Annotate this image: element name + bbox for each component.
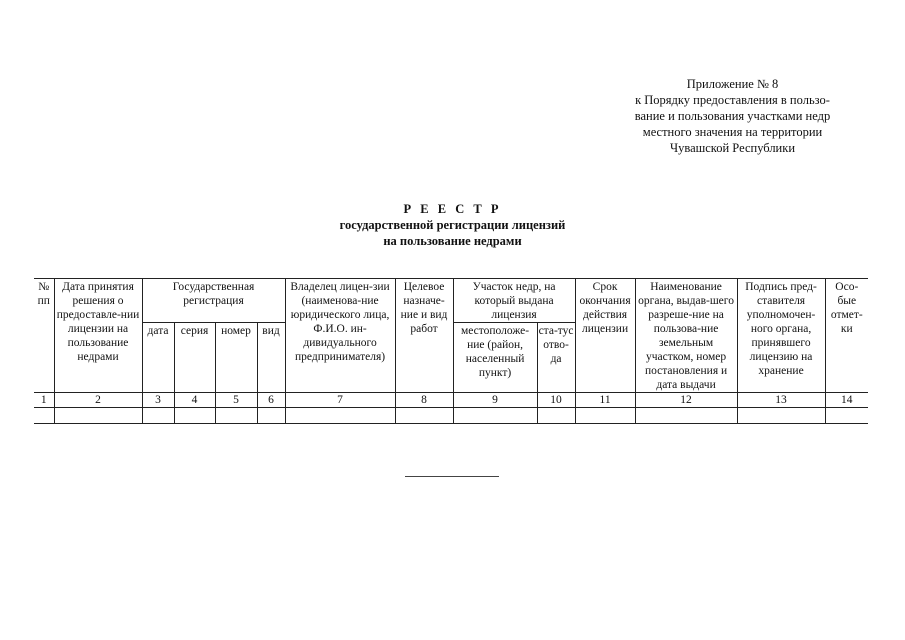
column-number: 10 (537, 393, 575, 408)
column-number: 4 (174, 393, 215, 408)
header-no: № пп (34, 279, 54, 393)
empty-cell (737, 408, 825, 424)
empty-cell (635, 408, 737, 424)
column-number: 6 (257, 393, 285, 408)
column-number: 14 (825, 393, 868, 408)
column-number: 9 (453, 393, 537, 408)
empty-cell (537, 408, 575, 424)
appendix-line: Чувашской Республики (669, 141, 796, 155)
empty-cell (395, 408, 453, 424)
title-sub: государственной регистрации лицензий (339, 218, 566, 232)
appendix-line: вание и пользования участками недр (634, 109, 831, 123)
column-number: 2 (54, 393, 142, 408)
empty-cell (215, 408, 257, 424)
empty-table-row (34, 408, 868, 424)
header-kind: вид (257, 323, 285, 393)
empty-cell (825, 408, 868, 424)
document-title (270, 201, 635, 249)
empty-cell (575, 408, 635, 424)
header-authority: Наименование органа, выдав-шего разреше-ние на пользова-ние земельным участком, номер постановления и дата выдачи (635, 279, 737, 393)
column-number: 1 (34, 393, 54, 408)
separator-line (405, 476, 499, 477)
column-number: 13 (737, 393, 825, 408)
header-purpose: Целевое назначе-ние и вид работ (395, 279, 453, 393)
column-numbers-row (34, 393, 868, 408)
appendix-line: Приложение № 8 (686, 77, 779, 91)
appendix-note (600, 76, 865, 156)
column-number: 11 (575, 393, 635, 408)
empty-cell (54, 408, 142, 424)
header-series: серия (174, 323, 215, 393)
header-number: номер (215, 323, 257, 393)
column-number: 12 (635, 393, 737, 408)
title-sub: на пользование недрами (383, 234, 522, 248)
appendix-line: к Порядку предоставления в пользо- (635, 93, 830, 107)
header-location: местоположе-ние (район, населенный пункт) (453, 323, 537, 393)
column-number: 3 (142, 393, 174, 408)
empty-cell (453, 408, 537, 424)
column-number: 5 (215, 393, 257, 408)
empty-cell (285, 408, 395, 424)
header-date-accepted: Дата принятия решения о предоставле-нии лицензии на пользование недрами (54, 279, 142, 393)
appendix-line: местного значения на территории (642, 125, 823, 139)
header-status: ста-тус отво-да (537, 323, 575, 393)
header-signature: Подпись пред-ставителя уполномочен-ного органа, принявшего лицензию на хранение (737, 279, 825, 393)
header-plot: Участок недр, на который выдана лицензия (453, 279, 575, 323)
empty-cell (174, 408, 215, 424)
header-term: Срок окончания действия лицензии (575, 279, 635, 393)
empty-cell (34, 408, 54, 424)
header-state-registration: Государственная регистрация (142, 279, 285, 323)
header-owner: Владелец лицен-зии (наименова-ние юридического лица, Ф.И.О. ин-дивидуального предпринимателя) (285, 279, 395, 393)
column-number: 7 (285, 393, 395, 408)
column-number: 8 (395, 393, 453, 408)
empty-cell (257, 408, 285, 424)
header-date: дата (142, 323, 174, 393)
registry-table (34, 278, 868, 424)
header-notes: Осо-бые отмет-ки (825, 279, 868, 393)
empty-cell (142, 408, 174, 424)
title-main: Р Е Е С Т Р (403, 202, 502, 216)
